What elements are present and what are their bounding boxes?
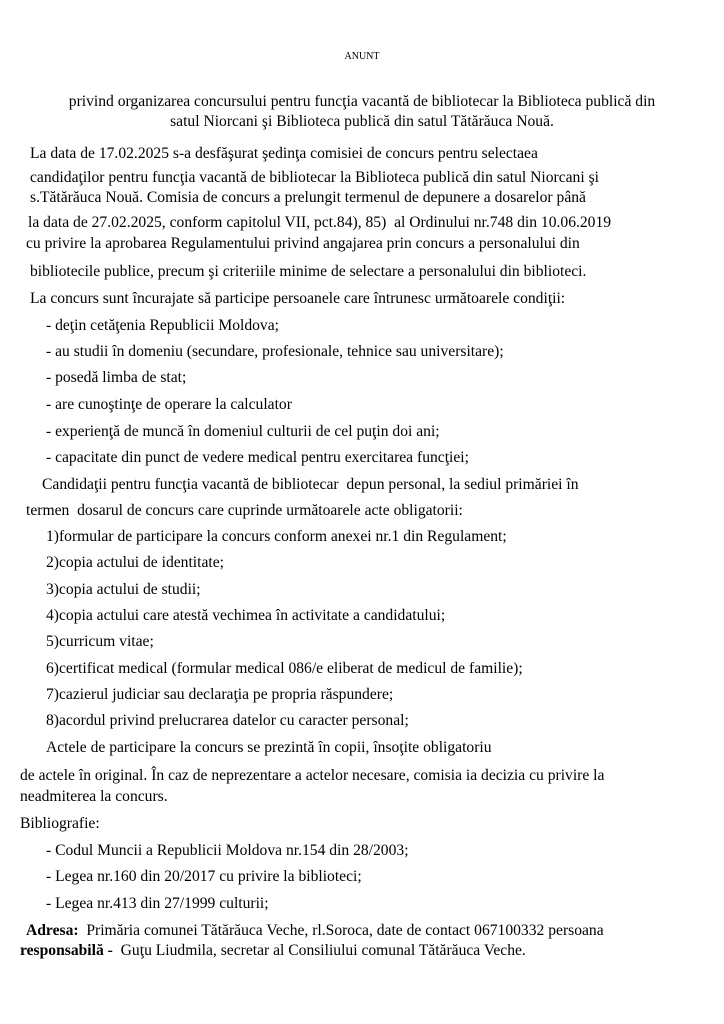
paragraph-line: La concurs sunt încurajate să participe persoanele care întrunesc următoarele condiţii: [30, 290, 566, 307]
address-line-1 [26, 921, 604, 941]
paragraph-line: bibliotecile publice, precum şi criteriile minime de selectare a personalului din biblioteci. [30, 263, 587, 280]
paragraph-line: Actele de participare la concurs se prezintă în copii, însoţite obligatoriu [46, 739, 492, 756]
paragraph-line: de actele în original. În caz de neprezentare a actelor necesare, comisia ia decizia cu privire la [20, 767, 605, 784]
address-text: Primăria comunei Tătărăuca Veche, rl.Soroca, date de contact 067100332 persoana [78, 922, 604, 939]
paragraph-line: La data de 17.02.2025 s-a desfăşurat şedinţa comisiei de concurs pentru selectaea [30, 145, 538, 162]
document-item: 8)acordul privind prelucrarea datelor cu caracter personal; [46, 712, 409, 729]
condition-item: - capacitate din punct de vedere medical pentru exercitarea funcţiei; [46, 449, 469, 466]
address-line-2 [20, 941, 526, 961]
condition-item: - deţin cetăţenia Republicii Moldova; [46, 317, 279, 334]
paragraph-line: cu privire la aprobarea Regulamentului privind angajarea prin concurs a personalului din [26, 235, 580, 252]
paragraph-line: termen dosarul de concurs care cuprinde următoarele acte obligatorii: [26, 502, 463, 519]
bibliography-item: - Codul Muncii a Republicii Moldova nr.154 din 28/2003; [46, 842, 409, 859]
document-item: 3)copia actului de studii; [46, 581, 201, 598]
condition-item: - posedă limba de stat; [46, 369, 187, 386]
paragraph-line: neadmiterea la concurs. [20, 788, 168, 805]
condition-item: - au studii în domeniu (secundare, profesionale, tehnice sau universitare); [46, 343, 504, 360]
paragraph-line: candidaţilor pentru funcţia vacantă de bibliotecar la Biblioteca publică din satul Niorcani şi [30, 169, 599, 186]
paragraph-line: la data de 27.02.2025, conform capitolul VII, pct.84), 85) al Ordinului nr.748 din 10.06.2019 [28, 214, 612, 231]
document-item: 6)certificat medical (formular medical 086/e eliberat de medicul de familie); [46, 660, 523, 677]
document-item: 1)formular de participare la concurs conform anexei nr.1 din Regulament; [46, 528, 507, 545]
paragraph-line: s.Tătărăuca Nouă. Comisia de concurs a prelungit termenul de depunere a dosarelor până [30, 189, 586, 206]
document-item: 7)cazierul judiciar sau declaraţia pe propria răspundere; [46, 686, 394, 703]
announcement-title: ANUNT [344, 51, 380, 62]
document-item: 5)curricum vitae; [46, 633, 154, 650]
bibliography-item: - Legea nr.413 din 27/1999 culturii; [46, 895, 269, 912]
document-item: 2)copia actului de identitate; [46, 554, 224, 571]
subtitle-line-2: satul Niorcani şi Biblioteca publică din satul Tătărăuca Nouă. [170, 113, 554, 130]
bibliography-item: - Legea nr.160 din 20/2017 cu privire la biblioteci; [46, 868, 362, 885]
paragraph-line: Candidaţii pentru funcţia vacantă de bibliotecar depun personal, la sediul primăriei în [42, 476, 579, 493]
condition-item: - experienţă de muncă în domeniul culturii de cel puţin doi ani; [46, 423, 440, 440]
document-item: 4)copia actului care atestă vechimea în activitate a candidatului; [46, 607, 446, 624]
responsible-text: Guţu Liudmila, secretar al Consiliului comunal Tătărăuca Veche. [112, 942, 526, 959]
subtitle-line-1: privind organizarea concursului pentru funcţia vacantă de bibliotecar la Biblioteca publică din [68, 93, 656, 110]
bibliography-heading: Bibliografie: [20, 815, 100, 832]
responsible-label: responsabilă - [20, 942, 113, 959]
address-label: Adresa: [26, 922, 79, 939]
condition-item: - are cunoştinţe de operare la calculator [46, 396, 292, 413]
